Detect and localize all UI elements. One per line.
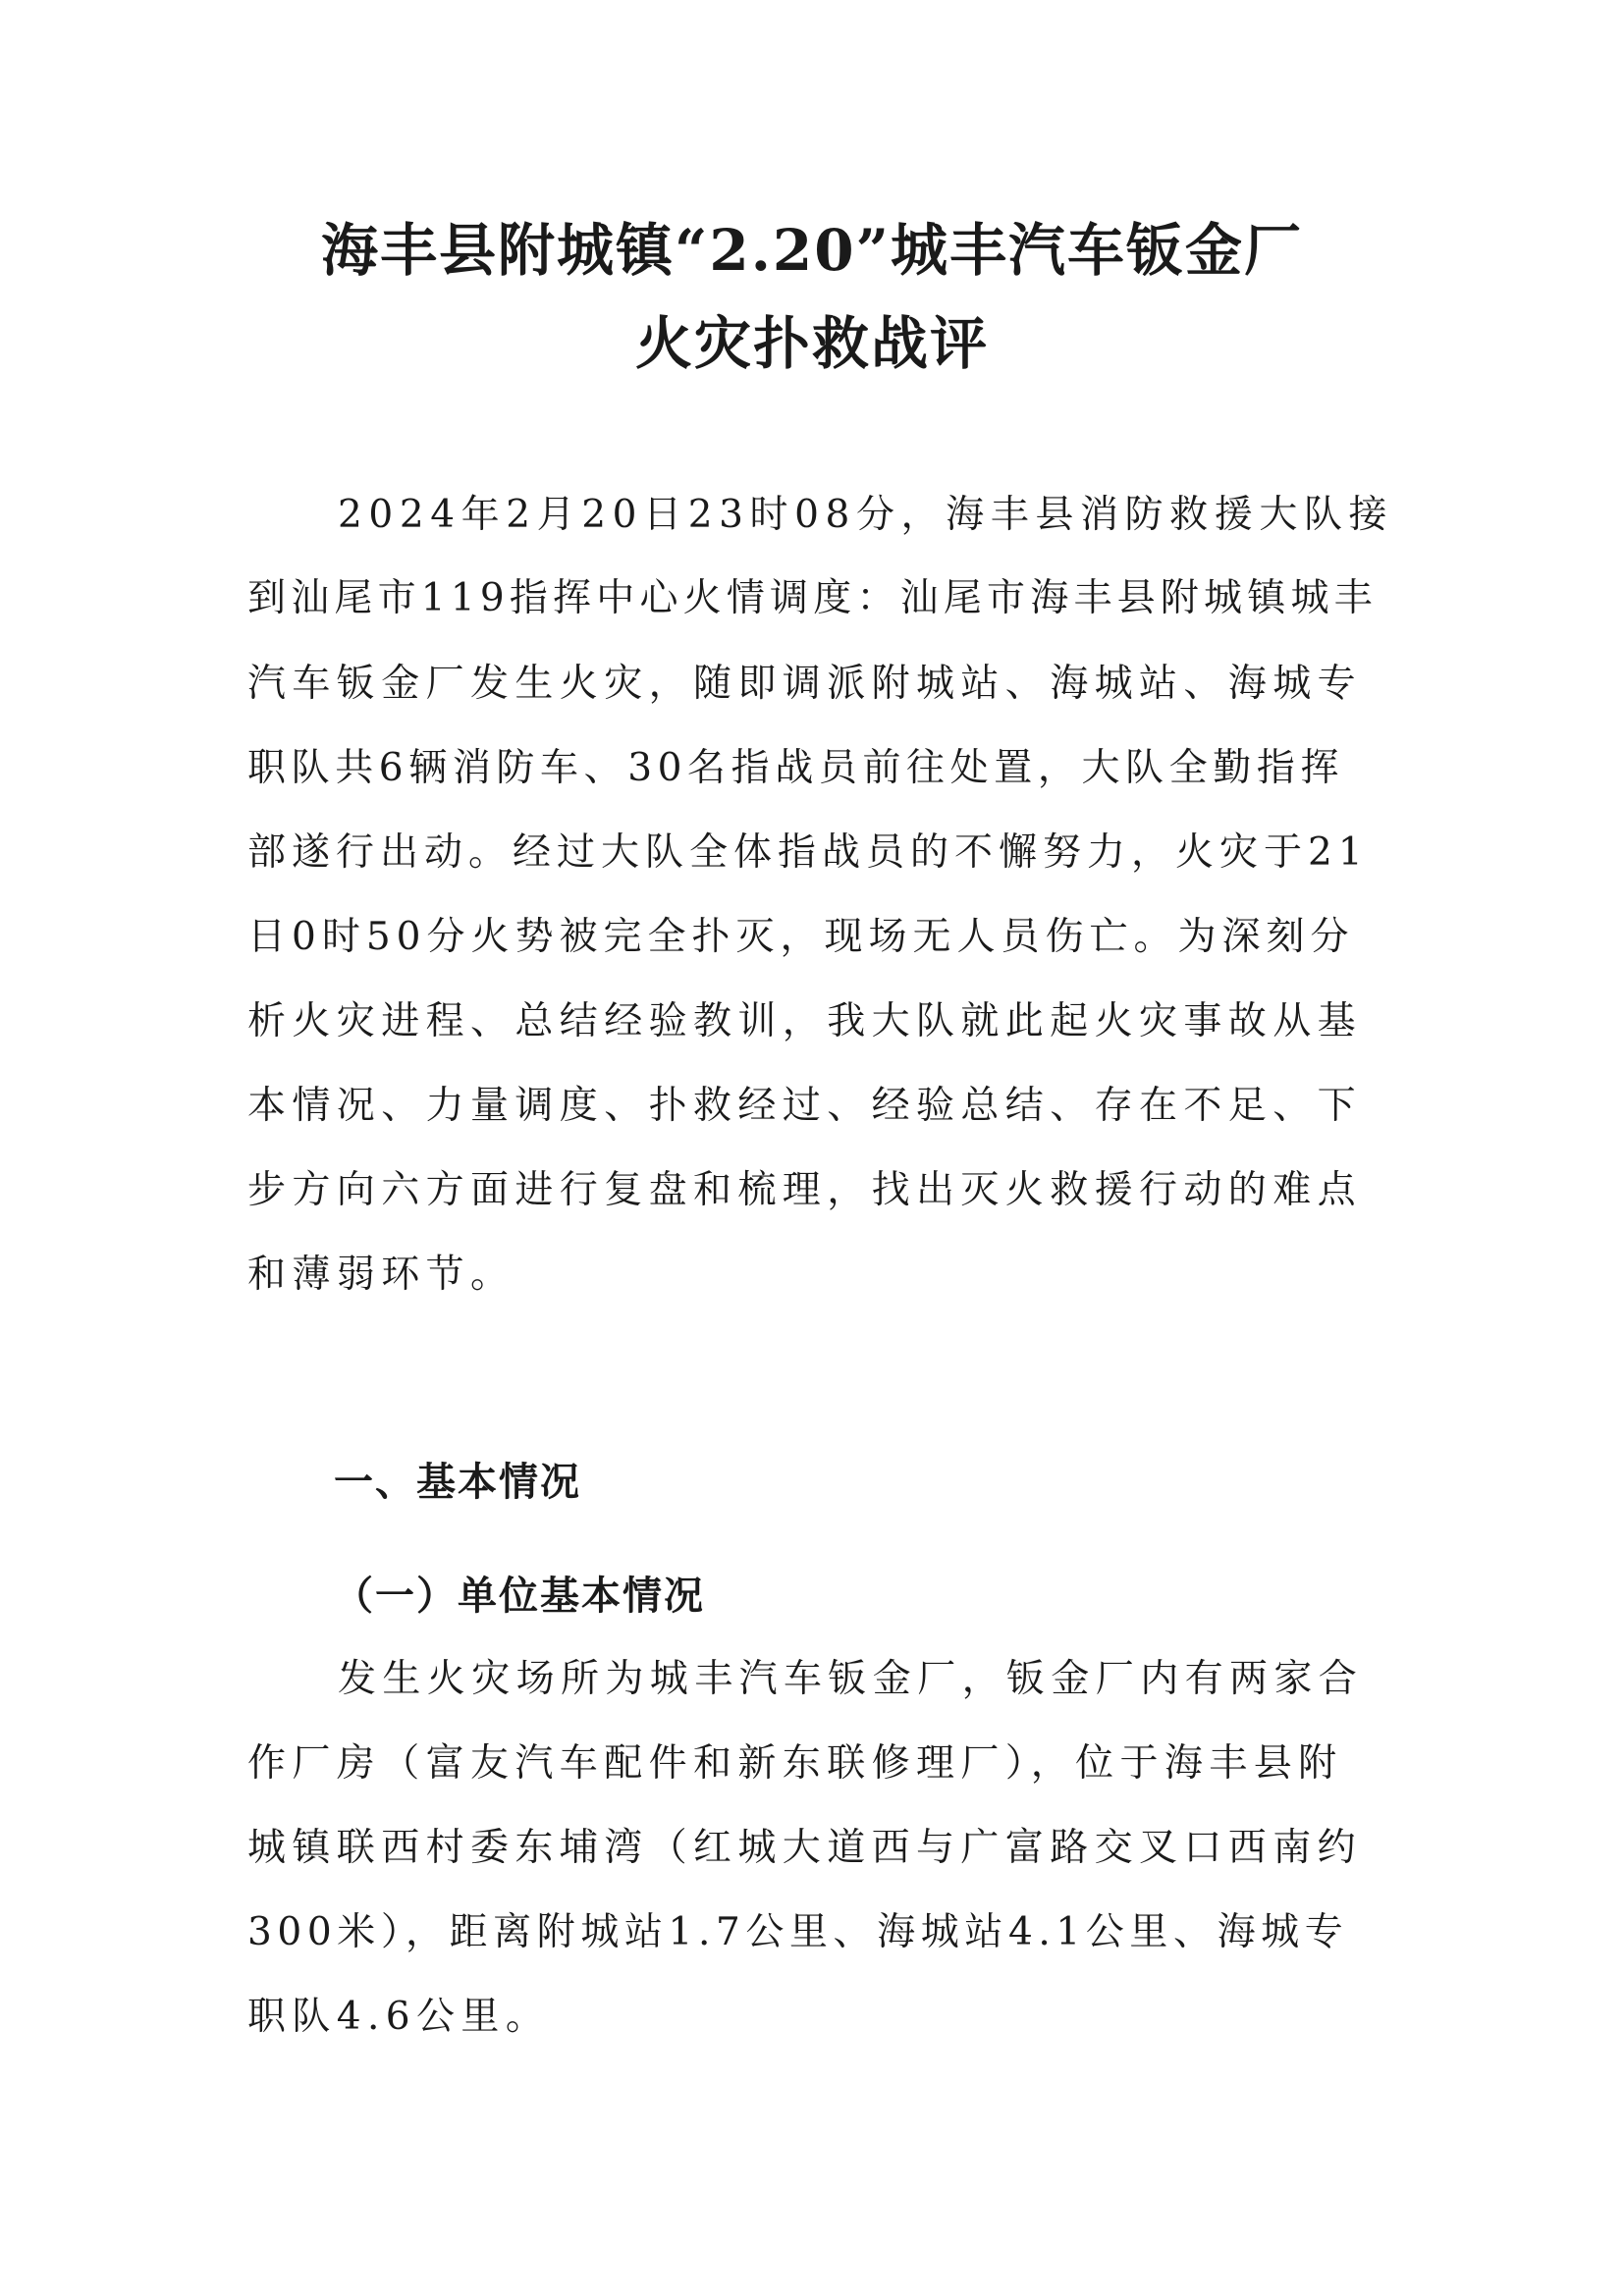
paragraph-line: 本情况、力量调度、扑救经过、经验总结、存在不足、下 (247, 1084, 1363, 1128)
document-title-line-2: 火灾扑救战评 (634, 310, 989, 377)
paragraph-line: 300米），距离附城站1.7公里、海城站4.1公里、海城专 (247, 1910, 1349, 1954)
paragraph-line: 2024年2月20日23时08分，海丰县消防救援大队接 (338, 493, 1394, 537)
paragraph-line: 城镇联西村委东埔湾（红城大道西与广富路交叉口西南约 (247, 1826, 1363, 1870)
paragraph-line: 作厂房（富友汽车配件和新东联修理厂），位于海丰县附 (247, 1741, 1343, 1786)
document-title-line-1: 海丰县附城镇“2.20”城丰汽车钣金厂 (321, 217, 1303, 284)
subsection-heading: （一）单位基本情况 (334, 1574, 705, 1619)
paragraph-line: 日0时50分火势被完全扑灭，现场无人员伤亡。为深刻分 (247, 915, 1355, 959)
paragraph-line: 和薄弱环节。 (247, 1253, 515, 1297)
paragraph-line: 步方向六方面进行复盘和梳理，找出灭火救援行动的难点 (247, 1168, 1363, 1212)
paragraph-line: 职队共6辆消防车、30名指战员前往处置，大队全勤指挥 (247, 746, 1345, 790)
paragraph-line: 汽车钣金厂发生火灾，随即调派附城站、海城站、海城专 (247, 662, 1363, 706)
paragraph-line: 发生火灾场所为城丰汽车钣金厂，钣金厂内有两家合 (338, 1657, 1364, 1701)
paragraph-line: 职队4.6公里。 (247, 1995, 551, 2039)
paragraph-line: 部遂行出动。经过大队全体指战员的不懈努力，火灾于21 (247, 830, 1369, 875)
paragraph-line: 析火灾进程、总结经验教训，我大队就此起火灾事故从基 (247, 999, 1363, 1043)
section-heading: 一、基本情况 (334, 1460, 581, 1505)
paragraph-line: 到汕尾市119指挥中心火情调度：汕尾市海丰县附城镇城丰 (247, 576, 1378, 620)
